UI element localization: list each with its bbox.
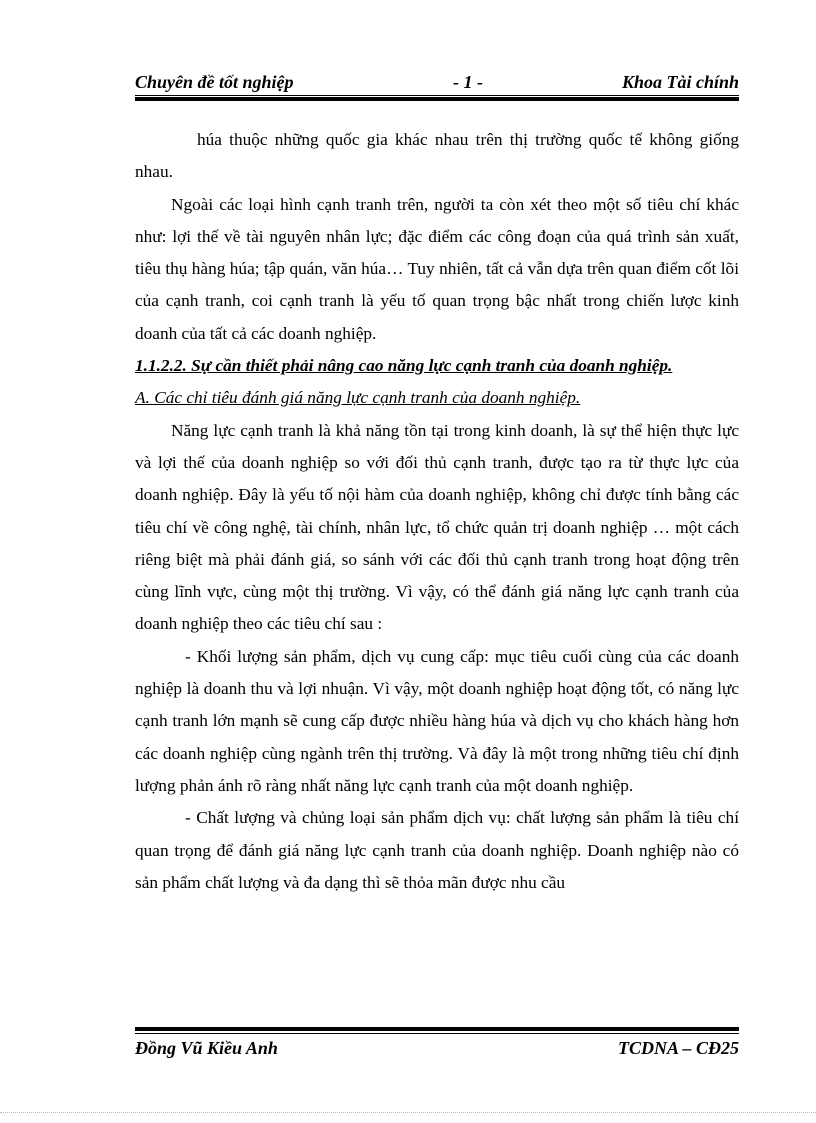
document-body bbox=[135, 124, 739, 899]
paragraph-4: - Khối lượng sản phẩm, dịch vụ cung cấp: mục tiêu cuối cùng của các doanh nghiệp là doanh thu và lợi nhuận. Vì vậy, một doanh nghiệp hoạt động tốt, có năng lực cạnh tranh lớn mạnh sẽ cung cấp được nhiều hàng húa và dịch vụ cho khách hàng hơn các doanh nghiệp cùng ngành trên thị trường. Và đây là một trong những tiêu chí định lượng phản ánh rõ ràng nhất năng lực cạnh tranh của một doanh nghiệp. bbox=[135, 646, 739, 795]
header-rule-thick bbox=[135, 97, 739, 101]
footer-rule-thin bbox=[135, 1033, 739, 1034]
footer-author: Đồng Vũ Kiều Anh bbox=[135, 1038, 278, 1058]
section-heading: 1.1.2.2. Sự cần thiết phải nâng cao năng lực cạnh tranh của doanh nghiệp. bbox=[135, 356, 673, 376]
paragraph-3: Năng lực cạnh tranh là khả năng tồn tại trong kinh doanh, là sự thể hiện thực lực và lợi thế của doanh nghiệp so với đối thủ cạnh tranh, được tạo ra từ thực lực của doanh nghiệp. Đây là yếu tố nội hàm của doanh nghiệp, không chỉ được tính bằng các tiêu chí về công nghệ, tài chính, nhân lực, tổ chức quản trị doanh nghiệp … một cách riêng biệt mà phải đánh giá, so sánh với các đối thủ cạnh tranh trong hoạt động trên cùng lĩnh vực, cùng một thị trường. Vì vậy, có thể đánh giá năng lực cạnh tranh của doanh nghiệp theo các tiêu chí sau : bbox=[135, 420, 739, 634]
header-department: Khoa Tài chính bbox=[621, 72, 739, 92]
footer-class-code: TCDNA – CĐ25 bbox=[617, 1038, 739, 1058]
page-footer bbox=[135, 1038, 739, 1062]
subsection-heading: A. Các chỉ tiêu đánh giá năng lực cạnh tranh của doanh nghiệp. bbox=[135, 388, 581, 408]
footer-rule-thick bbox=[135, 1027, 739, 1031]
paragraph-2: Ngoài các loại hình cạnh tranh trên, người ta còn xét theo một số tiêu chí khác như: lợi thế về tài nguyên nhân lực; đặc điểm các công đoạn của quá trình sản xuất, tiêu thụ hàng húa; tập quán, văn húa… Tuy nhiên, tất cả vẫn dựa trên quan điểm cốt lõi của cạnh tranh, coi cạnh tranh là yếu tố quan trọng bậc nhất trong chiến lược kinh doanh của tất cả các doanh nghiệp. bbox=[135, 194, 739, 343]
header-rule-thin bbox=[135, 95, 739, 96]
page-header bbox=[135, 72, 739, 96]
paragraph-5: - Chất lượng và chủng loại sản phẩm dịch vụ: chất lượng sản phẩm là tiêu chí quan trọng để đánh giá năng lực cạnh tranh của doanh nghiệp. Doanh nghiệp nào có sản phẩm chất lượng và đa dạng thì sẽ thỏa mãn được nhu cầu bbox=[135, 808, 739, 892]
page-boundary-line bbox=[0, 1112, 816, 1113]
header-title: Chuyên đề tốt nghiệp bbox=[135, 72, 294, 92]
paragraph-1: húa thuộc những quốc gia khác nhau trên thị trường quốc tế không giống nhau. bbox=[135, 130, 739, 182]
page-number: - 1 - bbox=[453, 72, 483, 92]
